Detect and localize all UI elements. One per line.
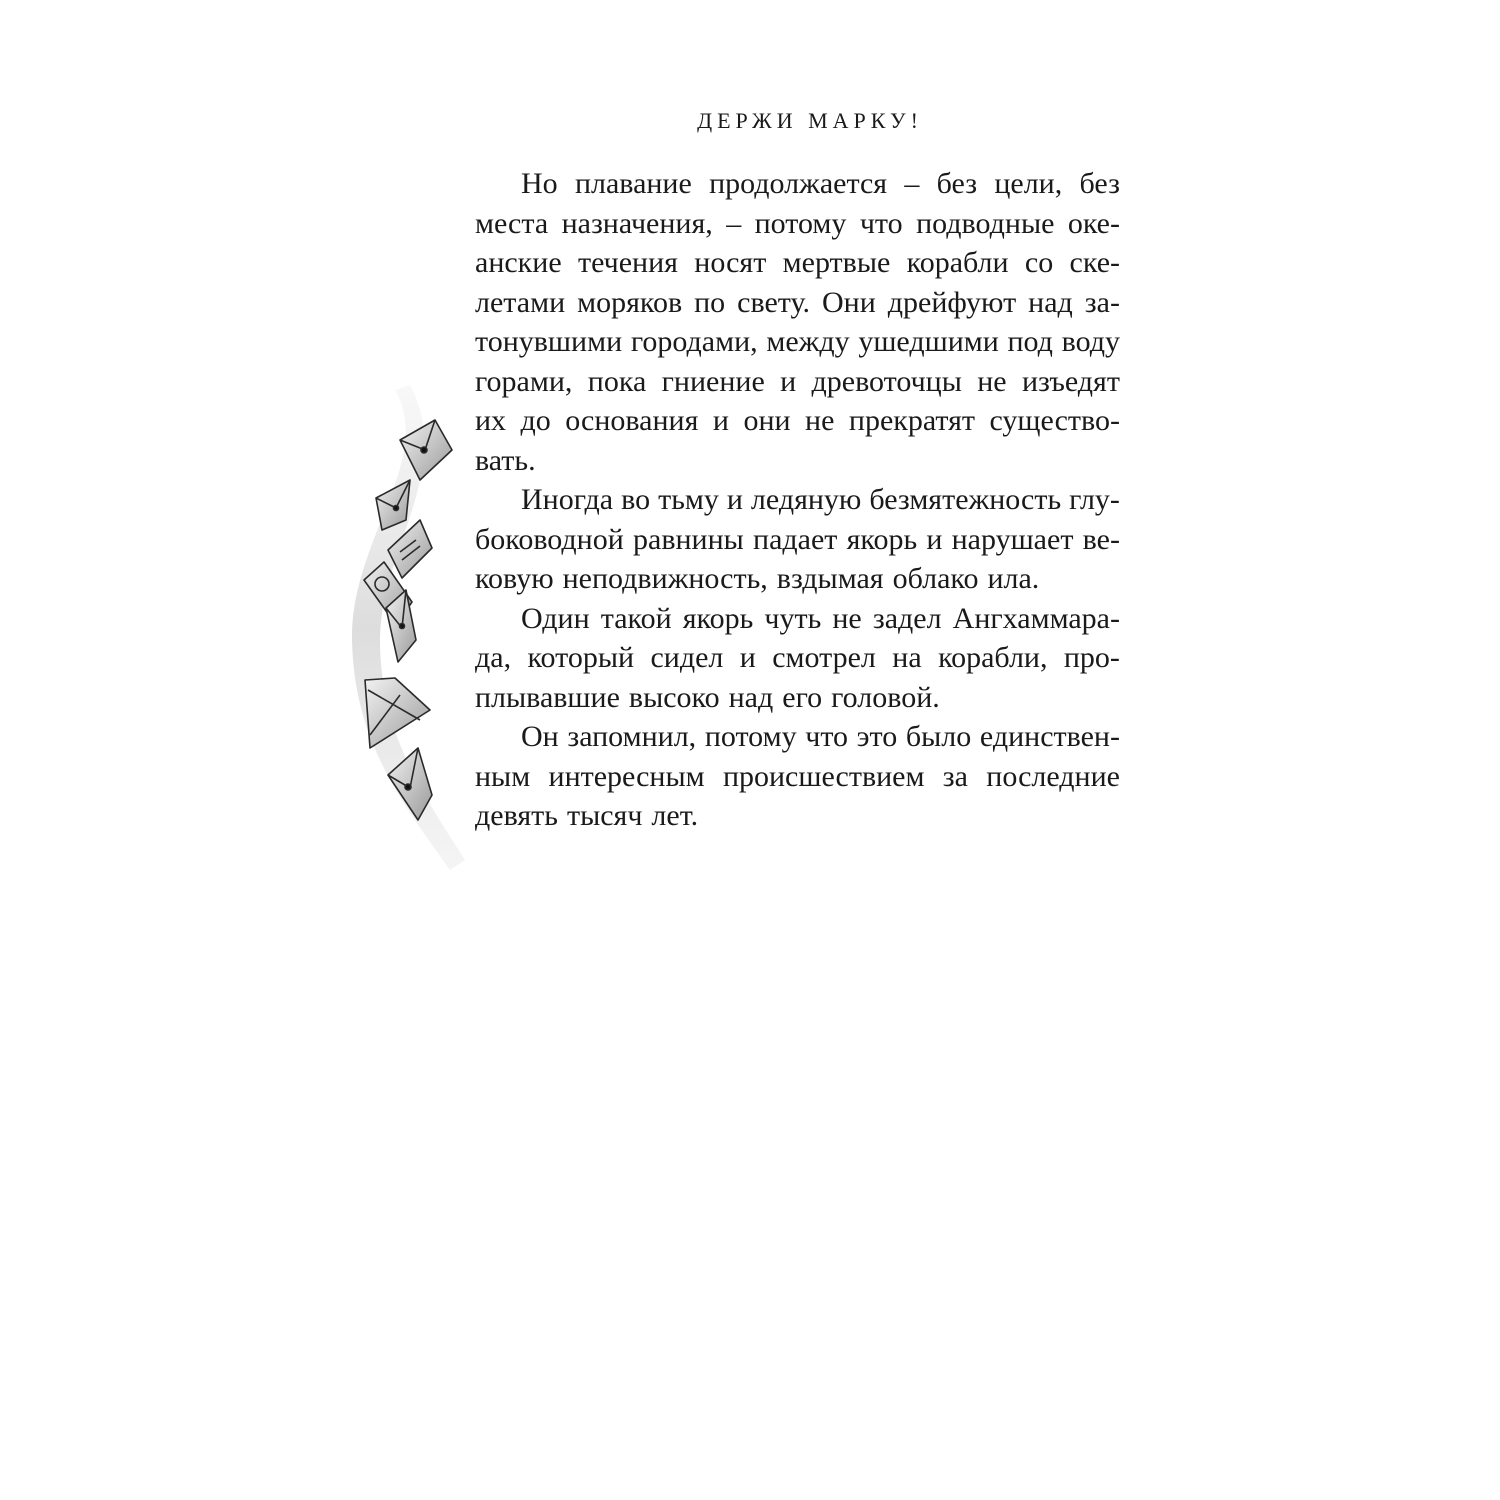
word: ледяную xyxy=(750,483,862,516)
word: Ангхаммара- xyxy=(952,601,1120,635)
word: без xyxy=(936,167,978,200)
text-line xyxy=(475,757,1120,797)
word: за xyxy=(942,759,968,793)
word: запомнил, xyxy=(567,720,697,753)
word: до xyxy=(520,404,551,437)
word: что xyxy=(805,720,849,753)
word: Иногда xyxy=(521,483,614,516)
word: неподвижность, xyxy=(562,562,768,595)
word: такой xyxy=(600,601,672,635)
body-text xyxy=(475,164,1120,836)
word: анские xyxy=(475,246,562,279)
text-line xyxy=(475,204,1120,244)
word: последние xyxy=(986,759,1120,793)
word: дрейфуют xyxy=(887,285,1017,319)
word: ным xyxy=(475,759,531,793)
text-line xyxy=(475,599,1120,639)
word: сидел xyxy=(650,641,724,674)
word: Один xyxy=(521,601,590,635)
text-line xyxy=(475,559,1120,599)
word: интересным xyxy=(548,759,705,793)
word: якорь xyxy=(682,601,754,635)
word: за- xyxy=(1084,285,1120,319)
word: гниение xyxy=(661,364,765,398)
text-line xyxy=(475,638,1120,678)
word: ила. xyxy=(987,562,1040,595)
word: цели, xyxy=(994,167,1063,200)
word: боководной xyxy=(475,522,624,556)
word: тьму xyxy=(658,483,719,516)
word: падает xyxy=(753,522,838,556)
word: облако xyxy=(892,562,979,595)
word: основания xyxy=(565,404,699,437)
word: их xyxy=(475,404,507,437)
text-line xyxy=(475,441,1120,481)
word: Но xyxy=(521,167,558,200)
word: со xyxy=(1024,246,1054,279)
word: задел xyxy=(872,601,942,635)
word: во xyxy=(621,483,651,516)
word: Он xyxy=(521,720,559,753)
word: и xyxy=(712,404,729,437)
text-line xyxy=(475,480,1120,520)
word: вздымая xyxy=(776,562,884,595)
word: течения xyxy=(577,246,678,279)
word: места xyxy=(475,206,549,240)
word: не xyxy=(977,364,1007,398)
word: якорь xyxy=(846,522,918,556)
word: да, xyxy=(475,641,512,674)
text-line xyxy=(475,678,1120,718)
word: его xyxy=(782,680,823,714)
word: и xyxy=(780,364,797,398)
paragraph-3 xyxy=(475,599,1120,718)
text-line xyxy=(475,717,1120,757)
word: чуть xyxy=(764,601,822,635)
paragraph-4 xyxy=(475,717,1120,836)
word: плывавшие xyxy=(475,680,620,714)
word: не xyxy=(832,601,862,635)
word: городами, xyxy=(630,325,758,358)
word: продолжается xyxy=(709,167,888,200)
word: летами xyxy=(475,285,566,319)
paragraph-1 xyxy=(475,164,1120,480)
word: пока xyxy=(587,364,647,398)
word: это xyxy=(856,720,898,753)
word: носят xyxy=(694,246,767,279)
word: корабли, xyxy=(938,641,1048,674)
word: назначения, xyxy=(561,206,713,240)
text-line xyxy=(475,520,1120,560)
word: – xyxy=(726,206,742,240)
text-line xyxy=(475,164,1120,204)
falling-envelopes-icon xyxy=(340,380,480,880)
word: прекратят xyxy=(848,404,976,437)
text-line xyxy=(475,362,1120,402)
word: смотрел xyxy=(772,641,876,674)
word: единствен- xyxy=(979,720,1120,753)
word: на xyxy=(892,641,922,674)
word: нарушает xyxy=(951,522,1074,556)
word: ве- xyxy=(1082,522,1120,556)
word: изъедят xyxy=(1021,364,1120,398)
word: над xyxy=(1028,285,1073,319)
word: по xyxy=(694,285,726,319)
word: происшествием xyxy=(722,759,925,793)
word: про- xyxy=(1063,641,1120,674)
word: высоко xyxy=(628,680,720,714)
paragraph-2 xyxy=(475,480,1120,599)
word: ске- xyxy=(1069,246,1120,279)
word: и xyxy=(739,641,756,674)
word: Они xyxy=(821,285,876,319)
word: головой. xyxy=(831,680,940,714)
word: под xyxy=(1007,325,1053,358)
word: девять xyxy=(475,799,558,832)
word: вать. xyxy=(475,443,536,477)
word: свету. xyxy=(737,285,810,319)
word: подводные xyxy=(916,206,1055,240)
word: не xyxy=(805,404,835,437)
word: лет. xyxy=(651,799,699,832)
word: древоточцы xyxy=(811,364,962,398)
text-line xyxy=(475,243,1120,283)
word: – xyxy=(904,167,920,200)
running-head: ДЕРЖИ МАРКУ! xyxy=(697,108,923,133)
word: оке- xyxy=(1067,206,1120,240)
word: без xyxy=(1079,167,1120,200)
word: тысяч xyxy=(566,799,643,832)
word: что xyxy=(859,206,903,240)
word: который xyxy=(527,641,635,674)
word: потому xyxy=(704,720,797,753)
word: ковую xyxy=(475,562,554,595)
word: и xyxy=(926,522,943,556)
text-line xyxy=(475,796,1120,836)
word: воду xyxy=(1061,325,1120,358)
word: безмятежность xyxy=(869,483,1062,516)
word: между xyxy=(766,325,850,358)
word: моряков xyxy=(577,285,683,319)
word: плавание xyxy=(574,167,692,200)
word: мертвые xyxy=(782,246,891,279)
word: потому xyxy=(754,206,847,240)
word: было xyxy=(905,720,972,753)
word: существо- xyxy=(989,404,1120,437)
word: глу- xyxy=(1069,483,1120,516)
word: горами, xyxy=(475,364,573,398)
word: они xyxy=(743,404,791,437)
word: над xyxy=(728,680,774,714)
text-line xyxy=(475,322,1120,362)
word: ушедшими xyxy=(858,325,999,358)
word: тонувшими xyxy=(475,325,623,358)
word: равнины xyxy=(633,522,744,556)
text-line xyxy=(475,401,1120,441)
word: и xyxy=(726,483,743,516)
text-line xyxy=(475,283,1120,323)
word: корабли xyxy=(906,246,1009,279)
